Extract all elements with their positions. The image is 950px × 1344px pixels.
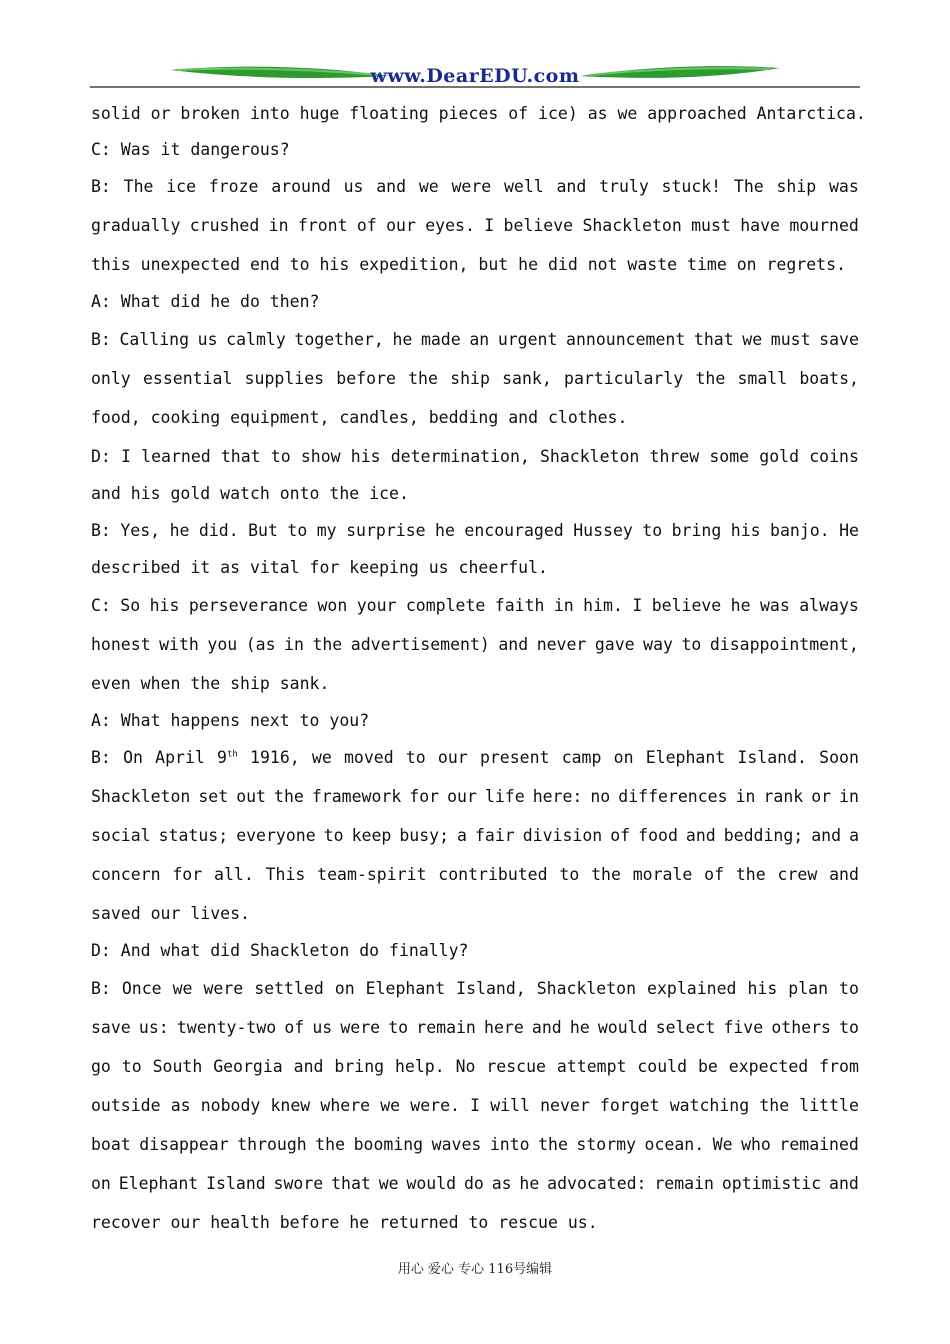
text-line: social status; everyone to keep busy; a fair division of food and bedding; and a bbox=[91, 826, 859, 845]
text-line: go to South Georgia and bring help. No rescue attempt could be expected from bbox=[91, 1056, 859, 1076]
text-line: A: What did he do then? bbox=[91, 292, 320, 311]
text-line: and his gold watch onto the ice. bbox=[91, 483, 409, 503]
text-line: gradually crushed in front of our eyes. I believe Shackleton must have mourned bbox=[91, 216, 859, 235]
text-line: saved our lives. bbox=[91, 904, 250, 923]
text-line: B: On April 9th 1916, we moved to our present camp on Elephant Island. Soon bbox=[91, 748, 859, 767]
text-line: on Elephant Island swore that we would do as he advocated: remain optimistic and bbox=[91, 1173, 859, 1193]
text-line: B: The ice froze around us and we were well and truly stuck! The ship was bbox=[91, 177, 859, 196]
text-line: solid or broken into huge floating pieces of ice) as we approached Antarctica. bbox=[91, 104, 866, 123]
text-line: Shackleton set out the framework for our life here: no differences in rank or in bbox=[91, 787, 859, 806]
text-line: A: What happens next to you? bbox=[91, 710, 370, 730]
text-line: recover our health before he returned to rescue us. bbox=[91, 1212, 598, 1232]
text-line: B: Once we were settled on Elephant Island, Shackleton explained his plan to bbox=[91, 978, 859, 998]
text-line: honest with you (as in the advertisement) and never gave way to disappointment, bbox=[91, 634, 859, 654]
text-line: C: Was it dangerous? bbox=[91, 139, 290, 159]
document-body bbox=[91, 96, 866, 1242]
text-line: D: I learned that to show his determination, Shackleton threw some gold coins bbox=[91, 446, 859, 466]
text-line: even when the ship sank. bbox=[91, 673, 330, 693]
text-line: this unexpected end to his expedition, but he did not waste time on regrets. bbox=[91, 255, 846, 274]
text-line: save us: twenty-two of us were to remain here and he would select five others to bbox=[91, 1017, 859, 1037]
text-line: food, cooking equipment, candles, bedding and clothes. bbox=[91, 407, 628, 427]
text-line: B: Calling us calmly together, he made an urgent announcement that we must save bbox=[91, 329, 859, 349]
text-line: described it as vital for keeping us cheerful. bbox=[91, 558, 548, 577]
text-line: B: Yes, he did. But to my surprise he encouraged Hussey to bring his banjo. He bbox=[91, 521, 859, 540]
text-line: D: And what did Shackleton do finally? bbox=[91, 941, 469, 960]
page-footer: 用心 爱心 专心 116号编辑 bbox=[397, 1262, 553, 1277]
page-header bbox=[90, 58, 860, 92]
text-line: only essential supplies before the ship sank, particularly the small boats, bbox=[91, 368, 859, 388]
text-line: C: So his perseverance won your complete faith in him. I believe he was always bbox=[91, 595, 859, 615]
text-line: boat disappear through the booming waves into the stormy ocean. We who remained bbox=[91, 1134, 859, 1154]
text-line: outside as nobody knew where we were. I will never forget watching the little bbox=[91, 1095, 859, 1115]
text-line: concern for all. This team-spirit contributed to the morale of the crew and bbox=[91, 865, 859, 884]
site-logo-text: www.DearEDU.com bbox=[370, 65, 580, 87]
